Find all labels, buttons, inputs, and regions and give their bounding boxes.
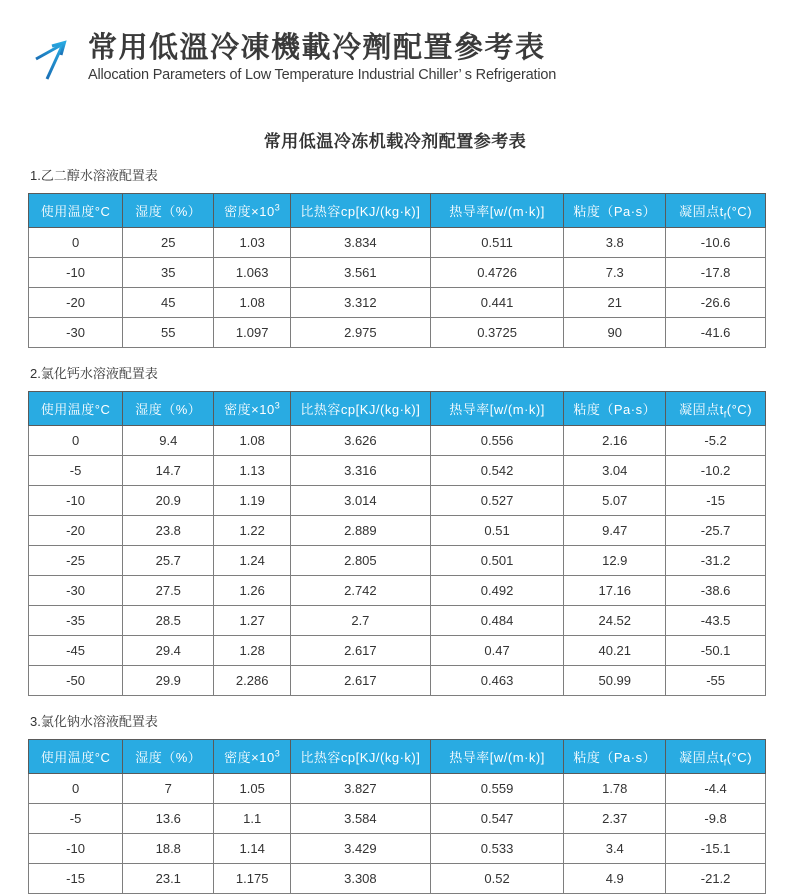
table-cell: -20: [29, 288, 123, 318]
table-row: [29, 486, 766, 516]
table-cell: 3.834: [290, 228, 430, 258]
table-cell: 1.08: [214, 288, 291, 318]
table-cell: -35: [29, 606, 123, 636]
table-row: [29, 834, 766, 864]
table-cell: -17.8: [666, 258, 766, 288]
glycol-table: [28, 193, 766, 348]
table-cell: 0.441: [430, 288, 564, 318]
table-cell: 3.584: [290, 804, 430, 834]
table-cell: -41.6: [666, 318, 766, 348]
table-cell: 17.16: [564, 576, 666, 606]
col-header-freezing-unit: (°C): [726, 750, 753, 766]
table-cell: -4.4: [666, 774, 766, 804]
table-cell: 0: [29, 426, 123, 456]
col-header-freezing-base: 凝固点t: [679, 750, 724, 766]
table-cell: 20.9: [123, 486, 214, 516]
brand-header: [0, 0, 790, 83]
table-cell: 0.533: [430, 834, 564, 864]
col-header-use-temp: 使用温度°C: [29, 194, 123, 228]
section-sodium-chloride: [28, 711, 766, 894]
table-cell: 0: [29, 228, 123, 258]
table-row: [29, 318, 766, 348]
table-cell: 0.542: [430, 456, 564, 486]
table-cell: 12.9: [564, 546, 666, 576]
table-cell: 28.5: [123, 606, 214, 636]
col-header-freezing-sub: f: [723, 211, 727, 222]
col-header-freezing-sub: f: [723, 409, 727, 420]
table-cell: 3.429: [290, 834, 430, 864]
table-cell: 1.27: [214, 606, 291, 636]
table-cell: -25.7: [666, 516, 766, 546]
col-header-specific-heat: 比热容cp[KJ/(kg·k)]: [290, 740, 430, 774]
table-cell: 50.99: [564, 666, 666, 696]
table-cell: 0.511: [430, 228, 564, 258]
table-cell: -30: [29, 318, 123, 348]
col-header-freezing-unit: (°C): [726, 204, 753, 220]
table-cell: -10: [29, 834, 123, 864]
col-header-use-temp: 使用温度°C: [29, 740, 123, 774]
table-cell: 1.03: [214, 228, 291, 258]
table-row: [29, 804, 766, 834]
table-cell: 2.617: [290, 666, 430, 696]
table-row: [29, 606, 766, 636]
table-cell: 25.7: [123, 546, 214, 576]
table-cell: 7: [123, 774, 214, 804]
table-cell: 2.37: [564, 804, 666, 834]
table-cell: 3.561: [290, 258, 430, 288]
col-header-freezing-unit: (°C): [726, 402, 753, 418]
table-cell: 0.527: [430, 486, 564, 516]
table-cell: 0.501: [430, 546, 564, 576]
table-row: [29, 228, 766, 258]
col-header-thermal-conductivity: 热导率[w/(m·k)]: [430, 392, 564, 426]
table-cell: 2.286: [214, 666, 291, 696]
table-cell: 1.22: [214, 516, 291, 546]
col-header-density-base: 密度×10: [224, 402, 275, 418]
table-cell: 35: [123, 258, 214, 288]
table-cell: 0.484: [430, 606, 564, 636]
table-cell: -30: [29, 576, 123, 606]
glycol-table-body: [29, 228, 766, 348]
table-cell: 21: [564, 288, 666, 318]
table-cell: 1.175: [214, 864, 291, 894]
col-header-density: [214, 194, 291, 228]
col-header-specific-heat: 比热容cp[KJ/(kg·k)]: [290, 194, 430, 228]
content: [28, 165, 766, 894]
table-cell: -5: [29, 456, 123, 486]
col-header-freezing-point: [666, 740, 766, 774]
table-cell: 3.316: [290, 456, 430, 486]
table-cell: -15.1: [666, 834, 766, 864]
section-calcium-chloride: [28, 363, 766, 696]
header-row: [29, 194, 766, 228]
header-row: [29, 392, 766, 426]
table-cell: -45: [29, 636, 123, 666]
table-cell: 3.8: [564, 228, 666, 258]
table-cell: -55: [666, 666, 766, 696]
sodium-chloride-table-header: [29, 740, 766, 774]
brand-text: [88, 33, 556, 83]
table-cell: 9.47: [564, 516, 666, 546]
table-cell: 3.04: [564, 456, 666, 486]
table-cell: -38.6: [666, 576, 766, 606]
calcium-chloride-table-body: [29, 426, 766, 696]
brand-title: 常用低溫冷凍機載冷劑配置參考表: [88, 32, 546, 64]
table-cell: -25: [29, 546, 123, 576]
table-cell: 0.559: [430, 774, 564, 804]
table-cell: 23.1: [123, 864, 214, 894]
table-cell: -10.2: [666, 456, 766, 486]
col-header-thermal-conductivity: 热导率[w/(m·k)]: [430, 740, 564, 774]
table-row: [29, 456, 766, 486]
table-cell: 1.19: [214, 486, 291, 516]
table-cell: 4.9: [564, 864, 666, 894]
table-cell: 0.3725: [430, 318, 564, 348]
table-cell: 18.8: [123, 834, 214, 864]
table-cell: -15: [666, 486, 766, 516]
table-cell: 0.547: [430, 804, 564, 834]
table-row: [29, 666, 766, 696]
table-cell: -31.2: [666, 546, 766, 576]
table-cell: -5.2: [666, 426, 766, 456]
table-cell: 29.4: [123, 636, 214, 666]
table-cell: 1.24: [214, 546, 291, 576]
table-cell: 0.463: [430, 666, 564, 696]
col-header-humidity: 湿度（%）: [123, 392, 214, 426]
table-cell: 29.9: [123, 666, 214, 696]
col-header-freezing-base: 凝固点t: [679, 204, 724, 220]
table-cell: 9.4: [123, 426, 214, 456]
table-cell: -10: [29, 486, 123, 516]
section-label-calcium-chloride: 2.氯化钙水溶液配置表: [30, 366, 158, 382]
header-row: [29, 740, 766, 774]
section-glycol: [28, 165, 766, 348]
col-header-density: [214, 740, 291, 774]
table-cell: 2.7: [290, 606, 430, 636]
table-cell: -9.8: [666, 804, 766, 834]
table-cell: -50.1: [666, 636, 766, 666]
table-cell: 1.78: [564, 774, 666, 804]
table-cell: -5: [29, 804, 123, 834]
col-header-thermal-conductivity: 热导率[w/(m·k)]: [430, 194, 564, 228]
table-cell: 25: [123, 228, 214, 258]
col-header-viscosity: 粘度（Pa·s）: [564, 392, 666, 426]
table-cell: 3.312: [290, 288, 430, 318]
col-header-density: [214, 392, 291, 426]
calcium-chloride-table: [28, 391, 766, 696]
table-cell: 2.742: [290, 576, 430, 606]
glycol-table-header: [29, 194, 766, 228]
col-header-density-exp: 3: [274, 202, 281, 213]
table-cell: 1.08: [214, 426, 291, 456]
arrow-up-right-icon: [34, 36, 76, 80]
col-header-humidity: 湿度（%）: [123, 194, 214, 228]
sodium-chloride-table-body: [29, 774, 766, 894]
section-label-sodium-chloride: 3.氯化钠水溶液配置表: [30, 714, 158, 730]
col-header-freezing-point: [666, 392, 766, 426]
table-cell: 45: [123, 288, 214, 318]
col-header-freezing-base: 凝固点t: [679, 402, 724, 418]
table-cell: 1.1: [214, 804, 291, 834]
table-row: [29, 516, 766, 546]
table-cell: -50: [29, 666, 123, 696]
col-header-viscosity: 粘度（Pa·s）: [564, 740, 666, 774]
table-cell: 1.14: [214, 834, 291, 864]
col-header-viscosity: 粘度（Pa·s）: [564, 194, 666, 228]
table-cell: -15: [29, 864, 123, 894]
table-cell: 2.617: [290, 636, 430, 666]
table-cell: -20: [29, 516, 123, 546]
table-cell: -10: [29, 258, 123, 288]
table-cell: -10.6: [666, 228, 766, 258]
calcium-chloride-table-header: [29, 392, 766, 426]
table-cell: 0.492: [430, 576, 564, 606]
table-row: [29, 774, 766, 804]
table-cell: 3.308: [290, 864, 430, 894]
table-row: [29, 636, 766, 666]
table-cell: 1.063: [214, 258, 291, 288]
table-cell: 27.5: [123, 576, 214, 606]
table-row: [29, 258, 766, 288]
table-cell: 14.7: [123, 456, 214, 486]
table-cell: 3.827: [290, 774, 430, 804]
table-cell: 2.975: [290, 318, 430, 348]
col-header-specific-heat: 比热容cp[KJ/(kg·k)]: [290, 392, 430, 426]
table-cell: 55: [123, 318, 214, 348]
table-cell: 24.52: [564, 606, 666, 636]
table-cell: 1.05: [214, 774, 291, 804]
table-cell: 1.097: [214, 318, 291, 348]
table-cell: 3.626: [290, 426, 430, 456]
table-row: [29, 546, 766, 576]
table-cell: 40.21: [564, 636, 666, 666]
table-cell: 5.07: [564, 486, 666, 516]
table-cell: 0.51: [430, 516, 564, 546]
table-cell: -26.6: [666, 288, 766, 318]
table-cell: 2.805: [290, 546, 430, 576]
col-header-density-base: 密度×10: [224, 204, 275, 220]
table-row: [29, 426, 766, 456]
table-cell: 2.16: [564, 426, 666, 456]
table-cell: 1.13: [214, 456, 291, 486]
table-cell: 3.014: [290, 486, 430, 516]
table-cell: -21.2: [666, 864, 766, 894]
section-label-glycol: 1.乙二醇水溶液配置表: [30, 168, 158, 184]
table-cell: 23.8: [123, 516, 214, 546]
table-cell: 0: [29, 774, 123, 804]
col-header-density-exp: 3: [274, 400, 281, 411]
table-cell: 13.6: [123, 804, 214, 834]
col-header-humidity: 湿度（%）: [123, 740, 214, 774]
table-cell: 0.52: [430, 864, 564, 894]
col-header-freezing-point: [666, 194, 766, 228]
table-cell: 0.556: [430, 426, 564, 456]
table-cell: 0.4726: [430, 258, 564, 288]
table-cell: 7.3: [564, 258, 666, 288]
table-cell: -43.5: [666, 606, 766, 636]
table-row: [29, 288, 766, 318]
table-cell: 1.26: [214, 576, 291, 606]
table-row: [29, 864, 766, 894]
table-row: [29, 576, 766, 606]
table-cell: 1.28: [214, 636, 291, 666]
table-cell: 3.4: [564, 834, 666, 864]
col-header-density-exp: 3: [274, 748, 281, 759]
col-header-density-base: 密度×10: [224, 750, 275, 766]
table-cell: 0.47: [430, 636, 564, 666]
table-cell: 2.889: [290, 516, 430, 546]
table-cell: 90: [564, 318, 666, 348]
col-header-freezing-sub: f: [723, 757, 727, 768]
doc-title: 常用低温冷冻机载冷剂配置参考表: [263, 132, 527, 152]
col-header-use-temp: 使用温度°C: [29, 392, 123, 426]
brand-subtitle: Allocation Parameters of Low Temperature Industrial Chiller’ s Refrigeration: [88, 67, 557, 84]
sodium-chloride-table: [28, 739, 766, 894]
